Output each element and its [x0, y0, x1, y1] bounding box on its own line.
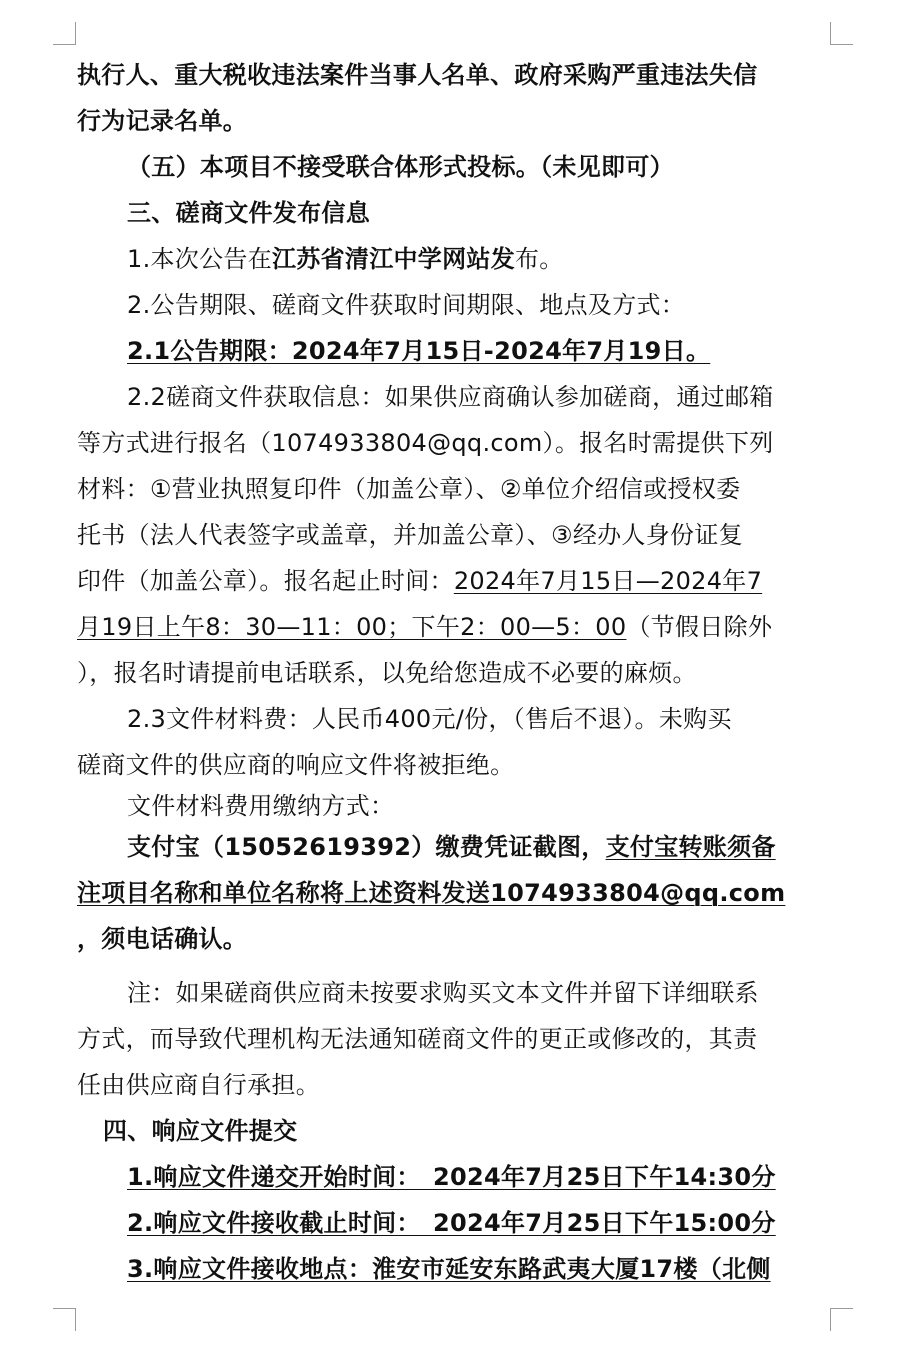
text-line: 印件（加盖公章）。报名起止时间：2024年7月15日—2024年7: [77, 567, 763, 595]
payment-method: 注项目名称和单位名称将上述资料发送1074933804@qq.com: [77, 879, 786, 907]
text-line: 月19日上午8：30—11：00；下午2：00—5：00（节假日除外: [77, 613, 773, 641]
section-heading-three: 三、磋商文件发布信息: [127, 199, 370, 227]
text-line: 2.3文件材料费：人民币400元/份，（售后不退）。未购买: [127, 705, 732, 733]
submission-deadline: 2.响应文件接收截止时间： 2024年7月25日下午15:00分: [127, 1209, 776, 1237]
text-line: 等方式进行报名（1074933804@qq.com）。报名时需提供下列: [77, 429, 774, 457]
notice-period: 2.1公告期限：2024年7月15日-2024年7月19日。: [127, 337, 711, 365]
text-line: 行为记录名单。: [77, 107, 248, 135]
section-heading-four: 四、响应文件提交: [103, 1117, 298, 1145]
text-line: 1.本次公告在江苏省清江中学网站发布。: [127, 245, 564, 273]
text-line: ，须电话确认。: [77, 925, 248, 953]
text-line: ），报名时请提前电话联系，以免给您造成不必要的麻烦。: [77, 659, 697, 687]
text-line: 执行人、重大税收违法案件当事人名单、政府采购严重违法失信: [77, 61, 758, 89]
registration-period: 2024年7月15日—2024年7: [453, 567, 763, 595]
text-line: 材料：①营业执照复印件（加盖公章）、②单位介绍信或授权委: [77, 475, 741, 503]
text-line: 磋商文件的供应商的响应文件将被拒绝。: [77, 751, 515, 779]
website-name: 江苏省清江中学网站发: [272, 245, 515, 273]
crop-mark-bottom-right: [830, 1308, 853, 1331]
note-line: 方式，而导致代理机构无法通知磋商文件的更正或修改的，其责: [77, 1025, 758, 1053]
payment-method: 支付宝（15052619392）缴费凭证截图，支付宝转账须备: [127, 833, 776, 861]
note-line: 注：如果磋商供应商未按要求购买文本文件并留下详细联系: [127, 979, 759, 1007]
clause-five: （五）本项目不接受联合体形式投标。（未见即可）: [127, 153, 674, 181]
submission-location: 3.响应文件接收地点：淮安市延安东路武夷大厦17楼（北侧: [127, 1255, 771, 1283]
text-line: 2.2磋商文件获取信息：如果供应商确认参加磋商，通过邮箱: [127, 383, 774, 411]
note-line: 任由供应商自行承担。: [77, 1071, 320, 1099]
document-page: [77, 52, 837, 1292]
text-line: 2.公告期限、磋商文件获取时间期限、地点及方式：: [127, 291, 686, 319]
crop-mark-top-right: [830, 22, 853, 45]
crop-mark-bottom-left: [53, 1308, 76, 1331]
submission-start: 1.响应文件递交开始时间： 2024年7月25日下午14:30分: [127, 1163, 776, 1191]
text-line: 托书（法人代表签字或盖章，并加盖公章）、③经办人身份证复: [77, 521, 743, 549]
text-line: 文件材料费用缴纳方式：: [127, 792, 395, 820]
registration-hours: 月19日上午8：30—11：00；下午2：00—5：00: [77, 613, 627, 641]
crop-mark-top-left: [53, 22, 76, 45]
